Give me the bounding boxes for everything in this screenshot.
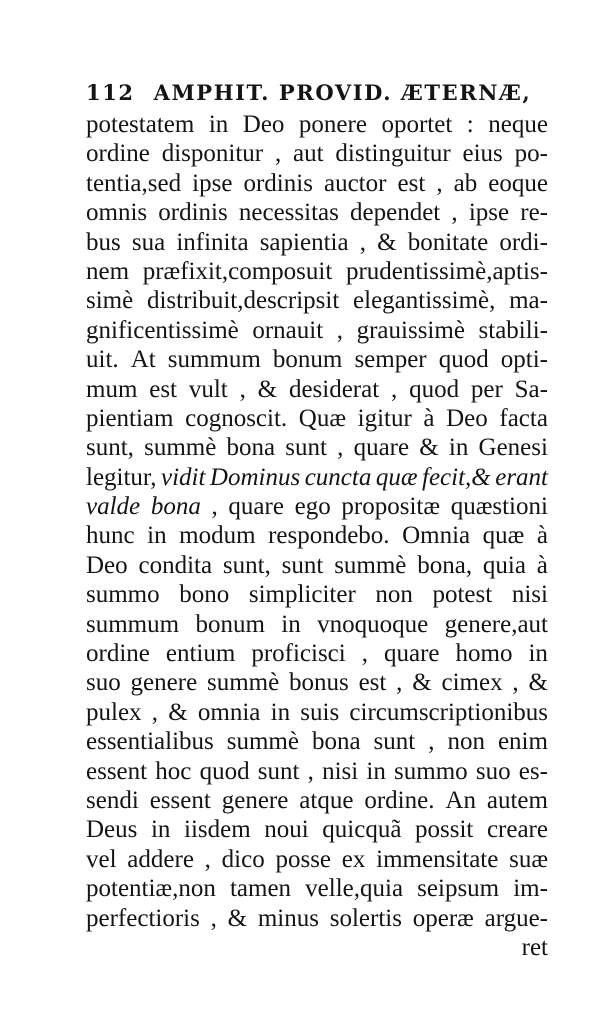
word: vult <box>188 375 228 403</box>
word: simpliciter <box>248 581 356 609</box>
word: & <box>377 228 397 256</box>
word: vel <box>86 845 117 873</box>
word: vnoquoque <box>317 610 429 638</box>
word: ma- <box>509 287 548 315</box>
text-line <box>86 521 548 550</box>
word: gnificentissimè <box>86 316 239 344</box>
word: sapientia <box>259 228 349 256</box>
word: sunt <box>257 757 300 785</box>
word: bona <box>226 434 276 462</box>
word: facta <box>499 404 548 432</box>
word: dependet <box>350 199 441 227</box>
page-number: 112 <box>86 80 135 105</box>
word: ornauit <box>252 316 324 344</box>
word: quare <box>383 640 440 668</box>
word: essent <box>86 757 148 785</box>
word: bonum <box>195 610 265 638</box>
word: infinita <box>176 228 249 256</box>
word: prudentissimè,aptis- <box>345 257 548 285</box>
word: sua <box>131 228 166 256</box>
word: homo <box>455 640 513 668</box>
word: , <box>428 728 435 756</box>
word: Sa- <box>514 375 548 403</box>
word: & <box>528 669 548 697</box>
word: summo <box>394 757 468 785</box>
word: , <box>361 640 368 668</box>
word: nisi <box>511 581 548 609</box>
word: non <box>447 728 485 756</box>
word: Deus <box>86 816 138 844</box>
word: , <box>239 375 246 403</box>
word: velle,quia <box>305 875 404 903</box>
word: summè <box>206 669 280 697</box>
word: in <box>208 111 229 138</box>
text-line <box>86 610 548 639</box>
word: ordine. <box>364 786 435 814</box>
word: distinguitur <box>335 140 451 168</box>
word: autem <box>486 786 548 814</box>
word: respondebo. <box>268 522 390 550</box>
italic-word: cuncta <box>304 463 372 491</box>
text-line <box>86 815 548 844</box>
word: suo <box>475 757 511 785</box>
word: genere <box>221 786 289 814</box>
word: im- <box>513 875 548 903</box>
word: eoque <box>488 169 548 197</box>
word: : <box>466 111 474 138</box>
word: & <box>419 434 439 462</box>
word: nisi <box>322 757 359 785</box>
text-line <box>86 169 548 198</box>
italic-word: erant <box>495 463 548 491</box>
word: auctor <box>323 169 387 197</box>
italic-word: fecit,& <box>422 463 491 491</box>
word: ordine <box>86 140 150 168</box>
word: opti- <box>500 346 548 374</box>
word: sendi <box>86 786 139 814</box>
word: suo <box>86 669 121 697</box>
word: ipse <box>192 169 233 197</box>
word: argue- <box>484 904 548 932</box>
text-line <box>86 433 548 462</box>
word: à <box>536 522 548 550</box>
word: noui <box>264 816 309 844</box>
word: ordinis <box>158 199 228 227</box>
word: , <box>396 669 403 697</box>
word: bonum <box>272 346 343 374</box>
word: summo <box>86 581 160 609</box>
word: summè <box>226 728 299 756</box>
word: summum <box>167 346 261 374</box>
word: tamen <box>229 875 292 903</box>
word: in <box>448 434 469 462</box>
word: , <box>512 669 519 697</box>
word: quia <box>482 551 526 579</box>
word: propositæ <box>341 493 441 521</box>
word: sunt, <box>222 551 271 579</box>
word: po- <box>514 140 548 168</box>
word: Deo <box>446 404 488 432</box>
word: à <box>536 551 548 579</box>
word: in <box>150 816 171 844</box>
word: sunt <box>281 551 324 579</box>
word: creare <box>486 816 548 844</box>
text-line <box>86 139 548 168</box>
word: præfixit,composuit <box>142 257 333 285</box>
word: non <box>375 581 413 609</box>
word: dico <box>221 845 265 873</box>
word: Deo <box>86 551 128 579</box>
text-line <box>86 786 548 815</box>
text-line <box>86 404 548 433</box>
word: omnis <box>86 199 148 227</box>
text-line <box>86 228 548 257</box>
word: ponere <box>298 111 367 138</box>
word: elegantissimè, <box>353 287 496 315</box>
word: quare <box>353 434 410 462</box>
text-line <box>86 110 548 139</box>
word: , <box>204 845 211 873</box>
word: eius <box>462 140 503 168</box>
word: in <box>281 610 301 638</box>
word: bonitate <box>407 228 489 256</box>
text-line <box>86 845 548 874</box>
word: grauissimè <box>356 316 465 344</box>
word: Quæ <box>298 404 347 432</box>
word: Omnia <box>402 522 471 550</box>
word: atque <box>299 786 354 814</box>
word: quod <box>438 346 489 374</box>
word: summè <box>144 434 217 462</box>
word: sunt <box>373 728 416 756</box>
text-line <box>86 345 548 374</box>
word: operæ <box>412 904 474 932</box>
word: modum <box>179 522 256 550</box>
text-line <box>86 727 548 756</box>
word: solertis <box>329 904 402 932</box>
word: bono <box>179 581 230 609</box>
text-line <box>86 698 548 727</box>
word: stabili- <box>478 316 548 344</box>
book-page <box>86 80 548 962</box>
word: posse <box>275 845 332 873</box>
text-line <box>86 904 548 933</box>
word: suæ <box>509 845 548 873</box>
word: essentialibus <box>86 728 214 756</box>
word: quod <box>409 375 460 403</box>
word: quæstioni <box>450 493 548 521</box>
word: cimex <box>441 669 503 697</box>
word: quæ <box>482 522 525 550</box>
word: sunt, <box>86 434 134 462</box>
word: oportet <box>381 111 453 138</box>
word: nem <box>86 257 130 285</box>
word: circumscriptionibus <box>349 698 548 726</box>
word: igitur <box>357 404 412 432</box>
word: & <box>412 669 432 697</box>
running-head <box>86 80 548 110</box>
word: in <box>147 522 167 550</box>
word: quod <box>199 757 250 785</box>
italic-word: valde <box>86 493 141 521</box>
word: quare <box>228 493 284 521</box>
text-line <box>86 463 548 492</box>
text-line <box>86 257 548 286</box>
word: genere <box>130 669 198 697</box>
word: , <box>274 140 282 168</box>
word: , <box>151 698 159 726</box>
word: per <box>470 375 503 403</box>
word: pulex <box>86 698 142 726</box>
catchword: ret <box>521 933 548 961</box>
word: iisdem <box>184 816 251 844</box>
text-line <box>86 492 548 521</box>
word: , <box>307 757 314 785</box>
word: , <box>436 169 443 197</box>
word: bus <box>86 228 121 256</box>
word: hunc <box>86 522 135 550</box>
word: sunt <box>285 434 327 462</box>
word: seipsum <box>417 875 500 903</box>
word: semper <box>354 346 427 374</box>
word: , <box>211 493 218 521</box>
word: Genesi <box>478 434 548 462</box>
word: minus <box>257 904 319 932</box>
word: hoc <box>155 757 192 785</box>
word: , <box>391 375 398 403</box>
word: & <box>227 904 248 932</box>
word: summè <box>334 551 407 579</box>
word: simè <box>86 287 134 315</box>
word: & <box>257 375 278 403</box>
word: ipse <box>468 199 510 227</box>
text-line <box>86 286 548 315</box>
word: re- <box>520 199 548 227</box>
word: ego <box>294 493 331 521</box>
text-line <box>86 639 548 668</box>
body-text <box>86 110 548 933</box>
word: distribuit,descripsit <box>146 287 340 315</box>
word: cognoscit. <box>185 404 288 432</box>
word: immensitate <box>376 845 499 873</box>
word: ordi- <box>499 228 548 256</box>
text-line <box>86 580 548 609</box>
word: potest <box>432 581 493 609</box>
word: in <box>528 640 548 668</box>
catchword-line <box>86 933 548 962</box>
word: , <box>451 199 458 227</box>
word: proficisci <box>251 640 346 668</box>
italic-word: vidit <box>161 463 206 491</box>
word: summum <box>86 610 180 638</box>
word: bona <box>311 728 361 756</box>
word: disponitur <box>161 140 264 168</box>
word: perfectioris <box>86 904 200 932</box>
text-line <box>86 757 548 786</box>
text-line <box>86 198 548 227</box>
text-line <box>86 551 548 580</box>
word: desiderat <box>288 375 380 403</box>
text-line <box>86 874 548 903</box>
word: legitur, <box>86 463 157 491</box>
word: & <box>168 698 188 726</box>
word: in <box>270 698 291 726</box>
word: addere <box>127 845 194 873</box>
word: tentia,sed <box>86 169 182 197</box>
word: Deo <box>242 111 285 138</box>
word: uit. <box>86 346 119 374</box>
word: , <box>359 228 366 256</box>
word: ex <box>341 845 366 873</box>
word: necessitas <box>238 199 339 227</box>
word: est <box>358 669 387 697</box>
word: à <box>423 404 435 432</box>
word: enim <box>497 728 548 756</box>
text-line <box>86 316 548 345</box>
word: omnia <box>197 698 261 726</box>
word: ordine <box>86 640 150 668</box>
word: pientiam <box>86 404 174 432</box>
word: At <box>130 346 156 374</box>
word: neque <box>488 111 548 138</box>
word: es- <box>518 757 548 785</box>
word: ab <box>453 169 478 197</box>
word: est <box>149 375 178 403</box>
word: suis <box>300 698 340 726</box>
word: quicquã <box>322 816 402 844</box>
text-line <box>86 375 548 404</box>
word: An <box>445 786 476 814</box>
italic-word: bona <box>150 493 201 521</box>
word: entium <box>165 640 236 668</box>
word: , <box>337 434 344 462</box>
word: bona, <box>417 551 473 579</box>
word: genere,aut <box>444 610 548 638</box>
word: potestatem <box>86 111 195 138</box>
word: possit <box>415 816 474 844</box>
word: ordinis <box>243 169 313 197</box>
italic-word: quæ <box>375 463 418 491</box>
word: potentiæ,non <box>86 875 216 903</box>
word: essent <box>149 786 211 814</box>
word: , <box>336 316 344 344</box>
running-title: AMPHIT. PROVID. ÆTERNÆ, <box>153 80 532 105</box>
word: est <box>397 169 426 197</box>
word: condita <box>138 551 213 579</box>
text-line <box>86 668 548 697</box>
word: bonus <box>289 669 349 697</box>
word: aut <box>293 140 324 168</box>
italic-word: Dominus <box>209 463 301 491</box>
word: mum <box>86 375 138 403</box>
word: in <box>366 757 386 785</box>
word: , <box>210 904 217 932</box>
